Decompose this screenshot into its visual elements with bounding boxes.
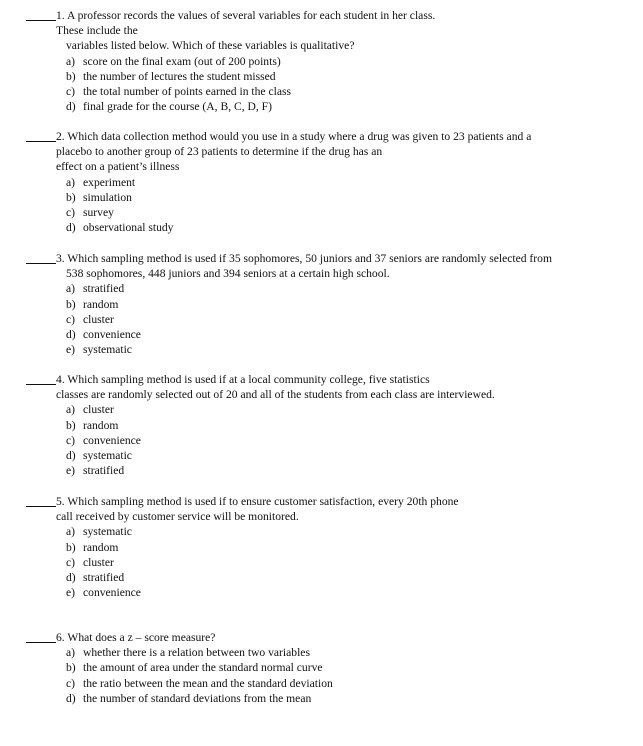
question-3-line-2: 538 sophomores, 448 juniors and 394 seniors at a certain high school. [66, 267, 390, 281]
option-1b: b) the number of lectures the student missed [66, 69, 276, 83]
option-2d: d) observational study [66, 221, 174, 235]
option-4a: a) cluster [66, 403, 114, 417]
option-4b: b) random [66, 418, 119, 432]
question-5-line-1: 5. Which sampling method is used if to ensure customer satisfaction, every 20th phone [56, 494, 634, 509]
question-2 [56, 129, 634, 235]
option-3d: d) convenience [66, 328, 141, 342]
option-3c: c) cluster [66, 312, 114, 326]
question-1-line-1: 1. A professor records the values of several variables for each student in her class. [56, 8, 634, 23]
answer-blank-2[interactable] [26, 129, 56, 142]
option-4d: d) systematic [66, 449, 132, 463]
answer-blank-5[interactable] [26, 494, 56, 507]
question-1-line-3: variables listed below. Which of these variables is qualitative? [66, 39, 355, 53]
option-2b: b) simulation [66, 190, 132, 204]
option-5c: c) cluster [66, 555, 114, 569]
option-5d: d) stratified [66, 571, 125, 585]
option-1a: a) score on the final exam (out of 200 points) [66, 54, 281, 68]
question-3-line-1: 3. Which sampling method is used if 35 sophomores, 50 juniors and 37 seniors are randomly selected from [56, 251, 634, 266]
option-4e: e) stratified [66, 464, 125, 478]
option-3e: e) systematic [66, 343, 132, 357]
option-3a: a) stratified [66, 282, 125, 296]
question-5 [56, 494, 634, 600]
option-6b: b) the amount of area under the standard normal curve [66, 661, 323, 675]
question-1 [56, 8, 634, 114]
option-2a: a) experiment [66, 175, 136, 189]
question-4-line-1: 4. Which sampling method is used if at a local community college, five statistics [56, 372, 634, 387]
option-1c: c) the total number of points earned in the class [66, 85, 291, 99]
option-6c: c) the ratio between the mean and the standard deviation [66, 676, 333, 690]
answer-blank-6[interactable] [26, 630, 56, 643]
option-1d: d) final grade for the course (A, B, C, D, F) [66, 100, 272, 114]
question-2-line-1: 2. Which data collection method would you use in a study where a drug was given to 23 patients and a [56, 129, 634, 144]
question-6-line-1: 6. What does a z – score measure? [56, 630, 634, 645]
question-4 [56, 372, 634, 478]
question-2-line-2: placebo to another group of 23 patients to determine if the drug has an [56, 145, 383, 159]
option-2c: c) survey [66, 206, 114, 220]
option-5b: b) random [66, 540, 119, 554]
answer-blank-4[interactable] [26, 372, 56, 385]
question-6 [56, 630, 634, 706]
question-5-line-2: call received by customer service will be monitored. [56, 510, 299, 524]
option-6d: d) the number of standard deviations from the mean [66, 691, 312, 705]
option-5e: e) convenience [66, 586, 141, 600]
option-4c: c) convenience [66, 433, 141, 447]
question-1-line-2: These include the [56, 24, 138, 38]
question-4-line-2: classes are randomly selected out of 20 and all of the students from each class are interviewed. [56, 388, 495, 402]
option-6a: a) whether there is a relation between two variables [66, 646, 310, 660]
answer-blank-3[interactable] [26, 251, 56, 264]
question-2-line-3: effect on a patient’s illness [56, 160, 180, 174]
answer-blank-1[interactable] [26, 8, 56, 21]
option-5a: a) systematic [66, 525, 132, 539]
option-3b: b) random [66, 297, 119, 311]
question-3 [56, 251, 634, 357]
